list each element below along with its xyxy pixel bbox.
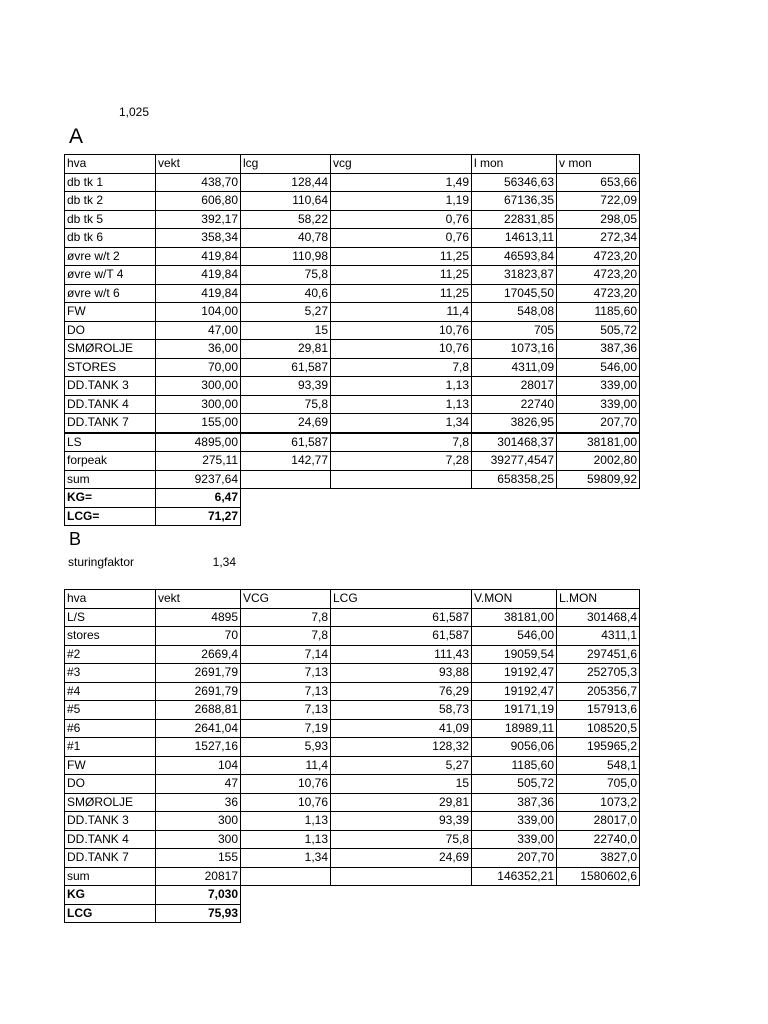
table-cell: 7,8	[331, 358, 472, 377]
table-row	[65, 210, 640, 229]
sum-cell: 146352,21	[472, 867, 557, 886]
table-cell: 93,39	[241, 377, 331, 396]
column-header: L.MON	[557, 590, 640, 609]
table-cell: 2641,04	[156, 719, 241, 738]
table-cell: 5,27	[331, 756, 472, 775]
table-cell: 31823,87	[472, 266, 557, 285]
table-cell: 1185,60	[557, 303, 640, 322]
table-cell: 5,27	[241, 303, 331, 322]
table-row	[65, 321, 640, 340]
empty-cell	[241, 886, 331, 905]
table-cell: 3827,0	[557, 849, 640, 868]
table-cell: 2691,79	[156, 664, 241, 683]
row-label: LS	[65, 433, 156, 452]
kg-value: 6,47	[156, 489, 241, 508]
table-cell: 275,11	[156, 452, 241, 471]
table-cell: 505,72	[472, 775, 557, 794]
kg-label: KG=	[65, 489, 156, 508]
table-cell: 4311,09	[472, 358, 557, 377]
sum-cell: 658358,25	[472, 470, 557, 489]
kg-row	[65, 489, 640, 508]
table-cell: 38181,00	[472, 608, 557, 627]
table-cell: 61,587	[241, 358, 331, 377]
table-cell: 41,09	[331, 719, 472, 738]
row-label: db tk 5	[65, 210, 156, 229]
table-cell: 392,17	[156, 210, 241, 229]
table-cell: 1,19	[331, 192, 472, 211]
table-row	[65, 414, 640, 433]
table-cell: 157913,6	[557, 701, 640, 720]
empty-cell	[557, 489, 640, 508]
lcg-value: 75,93	[156, 904, 241, 923]
table-cell: 15	[241, 321, 331, 340]
table-cell: 339,00	[557, 395, 640, 414]
table-a	[64, 154, 640, 526]
table-cell: 546,00	[472, 627, 557, 646]
row-label: forpeak	[65, 452, 156, 471]
table-cell: 387,36	[472, 793, 557, 812]
row-label: #3	[65, 664, 156, 683]
table-cell: 61,587	[331, 627, 472, 646]
table-cell: 301468,37	[472, 433, 557, 452]
table-cell: 1,13	[331, 395, 472, 414]
row-label: DD.TANK 4	[65, 395, 156, 414]
table-cell: 272,34	[557, 229, 640, 248]
table-row	[65, 377, 640, 396]
row-label: FW	[65, 303, 156, 322]
table-cell: 9056,06	[472, 738, 557, 757]
table-cell: 110,64	[241, 192, 331, 211]
table-row	[65, 229, 640, 248]
empty-cell	[472, 507, 557, 526]
table-cell: 7,13	[241, 664, 331, 683]
table-cell: 10,76	[241, 793, 331, 812]
table-cell: 75,8	[331, 830, 472, 849]
table-cell: 24,69	[331, 849, 472, 868]
table-cell: 606,80	[156, 192, 241, 211]
header-row	[65, 155, 640, 174]
table-cell: 93,39	[331, 812, 472, 831]
header-row	[65, 590, 640, 609]
row-label: øvre w/t 6	[65, 284, 156, 303]
table-b	[64, 589, 640, 923]
table-cell: 1,49	[331, 173, 472, 192]
table-row	[65, 775, 640, 794]
table-cell: 1073,16	[472, 340, 557, 359]
table-cell: 205356,7	[557, 682, 640, 701]
table-cell: 4895	[156, 608, 241, 627]
table-cell: 22831,85	[472, 210, 557, 229]
table-row	[65, 682, 640, 701]
table-cell: 7,8	[241, 627, 331, 646]
table-cell: 22740	[472, 395, 557, 414]
row-label: øvre w/T 4	[65, 266, 156, 285]
table-cell: 298,05	[557, 210, 640, 229]
table-cell: 7,8	[331, 433, 472, 452]
table-row	[65, 756, 640, 775]
table-cell: 419,84	[156, 247, 241, 266]
table-cell: 142,77	[241, 452, 331, 471]
table-cell: 61,587	[241, 433, 331, 452]
column-header: vcg	[331, 155, 472, 174]
column-header: vekt	[156, 155, 241, 174]
table-cell: 1,34	[331, 414, 472, 433]
row-label: L/S	[65, 608, 156, 627]
table-row	[65, 173, 640, 192]
table-cell: 38181,00	[557, 433, 640, 452]
empty-cell	[557, 904, 640, 923]
table-cell: 548,08	[472, 303, 557, 322]
table-cell: 4723,20	[557, 247, 640, 266]
table-cell: 207,70	[557, 414, 640, 433]
table-cell: 0,76	[331, 229, 472, 248]
row-label: DD.TANK 3	[65, 812, 156, 831]
table-row	[65, 830, 640, 849]
table-cell: 1,13	[241, 812, 331, 831]
table-row	[65, 266, 640, 285]
table-row	[65, 452, 640, 471]
lcg-label: LCG	[65, 904, 156, 923]
table-cell: 58,73	[331, 701, 472, 720]
table-row	[65, 812, 640, 831]
row-label: DO	[65, 321, 156, 340]
row-label: FW	[65, 756, 156, 775]
table-cell: 3826,95	[472, 414, 557, 433]
table-cell: 7,19	[241, 719, 331, 738]
table-cell: 11,25	[331, 266, 472, 285]
table-cell: 1,34	[241, 849, 331, 868]
table-cell: 1073,2	[557, 793, 640, 812]
table-cell: 19192,47	[472, 682, 557, 701]
table-cell: 39277,4547	[472, 452, 557, 471]
table-cell: 70	[156, 627, 241, 646]
table-row	[65, 719, 640, 738]
table-cell: 75,8	[241, 266, 331, 285]
table-cell: 29,81	[331, 793, 472, 812]
row-label: DD.TANK 7	[65, 414, 156, 433]
table-cell: 15	[331, 775, 472, 794]
column-header: hva	[65, 590, 156, 609]
table-row	[65, 247, 640, 266]
table-cell: 22740,0	[557, 830, 640, 849]
row-label: STORES	[65, 358, 156, 377]
lcg-row	[65, 904, 640, 923]
table-cell: 10,76	[331, 340, 472, 359]
table-cell: 14613,11	[472, 229, 557, 248]
table-row	[65, 849, 640, 868]
table-cell: 300,00	[156, 377, 241, 396]
table-row	[65, 284, 640, 303]
table-cell: 4723,20	[557, 266, 640, 285]
empty-cell	[557, 886, 640, 905]
table-cell: 2669,4	[156, 645, 241, 664]
table-cell: 252705,3	[557, 664, 640, 683]
table-row	[65, 627, 640, 646]
sum-cell: 20817	[156, 867, 241, 886]
row-label: DD.TANK 4	[65, 830, 156, 849]
table-cell: 155,00	[156, 414, 241, 433]
table-cell: 7,8	[241, 608, 331, 627]
steering-factor-label: sturingfaktor	[68, 555, 135, 569]
table-cell: 11,4	[241, 756, 331, 775]
table-cell: 419,84	[156, 266, 241, 285]
empty-cell	[241, 489, 331, 508]
row-label: stores	[65, 627, 156, 646]
sum-label: sum	[65, 867, 156, 886]
table-cell: 111,43	[331, 645, 472, 664]
row-label: db tk 6	[65, 229, 156, 248]
table-cell: 4723,20	[557, 284, 640, 303]
table-cell: 339,00	[472, 830, 557, 849]
row-label: #5	[65, 701, 156, 720]
sum-row	[65, 470, 640, 489]
table-row	[65, 303, 640, 322]
table-cell: 419,84	[156, 284, 241, 303]
empty-cell	[241, 507, 331, 526]
table-cell: 7,14	[241, 645, 331, 664]
table-row	[65, 395, 640, 414]
row-label: øvre w/t 2	[65, 247, 156, 266]
table-cell: 70,00	[156, 358, 241, 377]
table-cell: 207,70	[472, 849, 557, 868]
table-cell: 2691,79	[156, 682, 241, 701]
row-label: db tk 2	[65, 192, 156, 211]
column-header: V.MON	[472, 590, 557, 609]
sum-cell	[331, 470, 472, 489]
table-cell: 1527,16	[156, 738, 241, 757]
table-row	[65, 192, 640, 211]
kg-row	[65, 886, 640, 905]
table-cell: 76,29	[331, 682, 472, 701]
table-cell: 36	[156, 793, 241, 812]
table-row	[65, 738, 640, 757]
table-cell: 47,00	[156, 321, 241, 340]
section-b-label: B	[69, 529, 82, 549]
sum-cell	[331, 867, 472, 886]
table-cell: 722,09	[557, 192, 640, 211]
table-cell: 297451,6	[557, 645, 640, 664]
row-label: #2	[65, 645, 156, 664]
table-cell: 28017,0	[557, 812, 640, 831]
density-value: 1,025	[119, 105, 150, 119]
sum-cell	[241, 867, 331, 886]
row-label: DD.TANK 7	[65, 849, 156, 868]
table-cell: 546,00	[557, 358, 640, 377]
table-cell: 300,00	[156, 395, 241, 414]
column-header: v mon	[557, 155, 640, 174]
table-row	[65, 645, 640, 664]
table-row	[65, 433, 640, 452]
table-cell: 1,13	[241, 830, 331, 849]
table-cell: 505,72	[557, 321, 640, 340]
table-row	[65, 793, 640, 812]
table-cell: 110,98	[241, 247, 331, 266]
table-cell: 28017	[472, 377, 557, 396]
empty-cell	[472, 904, 557, 923]
table-cell: 10,76	[241, 775, 331, 794]
sum-row	[65, 867, 640, 886]
table-cell: 10,76	[331, 321, 472, 340]
table-cell: 75,8	[241, 395, 331, 414]
table-cell: 104,00	[156, 303, 241, 322]
table-cell: 11,25	[331, 247, 472, 266]
lcg-row	[65, 507, 640, 526]
table-row	[65, 608, 640, 627]
column-header: LCG	[331, 590, 472, 609]
sum-cell	[241, 470, 331, 489]
table-cell: 58,22	[241, 210, 331, 229]
empty-cell	[557, 507, 640, 526]
table-cell: 104	[156, 756, 241, 775]
row-label: db tk 1	[65, 173, 156, 192]
row-label: #4	[65, 682, 156, 701]
table-cell: 653,66	[557, 173, 640, 192]
table-cell: 11,4	[331, 303, 472, 322]
sum-cell: 59809,92	[557, 470, 640, 489]
sum-label: sum	[65, 470, 156, 489]
table-row	[65, 340, 640, 359]
empty-cell	[472, 886, 557, 905]
column-header: VCG	[241, 590, 331, 609]
column-header: lcg	[241, 155, 331, 174]
table-row	[65, 358, 640, 377]
table-cell: 5,93	[241, 738, 331, 757]
table-cell: 300	[156, 830, 241, 849]
table-row	[65, 701, 640, 720]
table-cell: 548,1	[557, 756, 640, 775]
table-cell: 7,13	[241, 701, 331, 720]
table-cell: 128,44	[241, 173, 331, 192]
table-cell: 46593,84	[472, 247, 557, 266]
column-header: vekt	[156, 590, 241, 609]
empty-cell	[331, 904, 472, 923]
table-cell: 1185,60	[472, 756, 557, 775]
column-header: l mon	[472, 155, 557, 174]
table-cell: 56346,63	[472, 173, 557, 192]
table-cell: 128,32	[331, 738, 472, 757]
table-cell: 4311,1	[557, 627, 640, 646]
lcg-label: LCG=	[65, 507, 156, 526]
table-cell: 301468,4	[557, 608, 640, 627]
table-cell: 40,6	[241, 284, 331, 303]
table-cell: 40,78	[241, 229, 331, 248]
empty-cell	[331, 886, 472, 905]
table-row	[65, 664, 640, 683]
row-label: DD.TANK 3	[65, 377, 156, 396]
sum-cell: 9237,64	[156, 470, 241, 489]
empty-cell	[331, 489, 472, 508]
table-cell: 61,587	[331, 608, 472, 627]
table-cell: 19171,19	[472, 701, 557, 720]
table-cell: 11,25	[331, 284, 472, 303]
empty-cell	[331, 507, 472, 526]
table-cell: 17045,50	[472, 284, 557, 303]
table-cell: 2002,80	[557, 452, 640, 471]
row-label: #6	[65, 719, 156, 738]
table-cell: 155	[156, 849, 241, 868]
empty-cell	[472, 489, 557, 508]
table-cell: 7,28	[331, 452, 472, 471]
table-cell: 705	[472, 321, 557, 340]
kg-label: KG	[65, 886, 156, 905]
table-cell: 36,00	[156, 340, 241, 359]
table-cell: 19059,54	[472, 645, 557, 664]
row-label: DO	[65, 775, 156, 794]
table-cell: 47	[156, 775, 241, 794]
table-cell: 358,34	[156, 229, 241, 248]
table-cell: 339,00	[472, 812, 557, 831]
row-label: SMØROLJE	[65, 793, 156, 812]
kg-value: 7,030	[156, 886, 241, 905]
table-cell: 24,69	[241, 414, 331, 433]
table-cell: 18989,11	[472, 719, 557, 738]
table-cell: 93,88	[331, 664, 472, 683]
sum-cell: 1580602,6	[557, 867, 640, 886]
table-cell: 4895,00	[156, 433, 241, 452]
table-cell: 438,70	[156, 173, 241, 192]
empty-cell	[241, 904, 331, 923]
table-cell: 67136,35	[472, 192, 557, 211]
steering-factor-value: 1,34	[212, 555, 236, 569]
table-cell: 2688,81	[156, 701, 241, 720]
row-label: SMØROLJE	[65, 340, 156, 359]
section-a-label: A	[69, 125, 84, 148]
table-cell: 705,0	[557, 775, 640, 794]
table-cell: 0,76	[331, 210, 472, 229]
table-cell: 29,81	[241, 340, 331, 359]
table-cell: 387,36	[557, 340, 640, 359]
table-cell: 7,13	[241, 682, 331, 701]
row-label: #1	[65, 738, 156, 757]
table-cell: 195965,2	[557, 738, 640, 757]
column-header: hva	[65, 155, 156, 174]
table-cell: 300	[156, 812, 241, 831]
table-cell: 108520,5	[557, 719, 640, 738]
lcg-value: 71,27	[156, 507, 241, 526]
table-cell: 1,13	[331, 377, 472, 396]
table-cell: 339,00	[557, 377, 640, 396]
table-cell: 19192,47	[472, 664, 557, 683]
